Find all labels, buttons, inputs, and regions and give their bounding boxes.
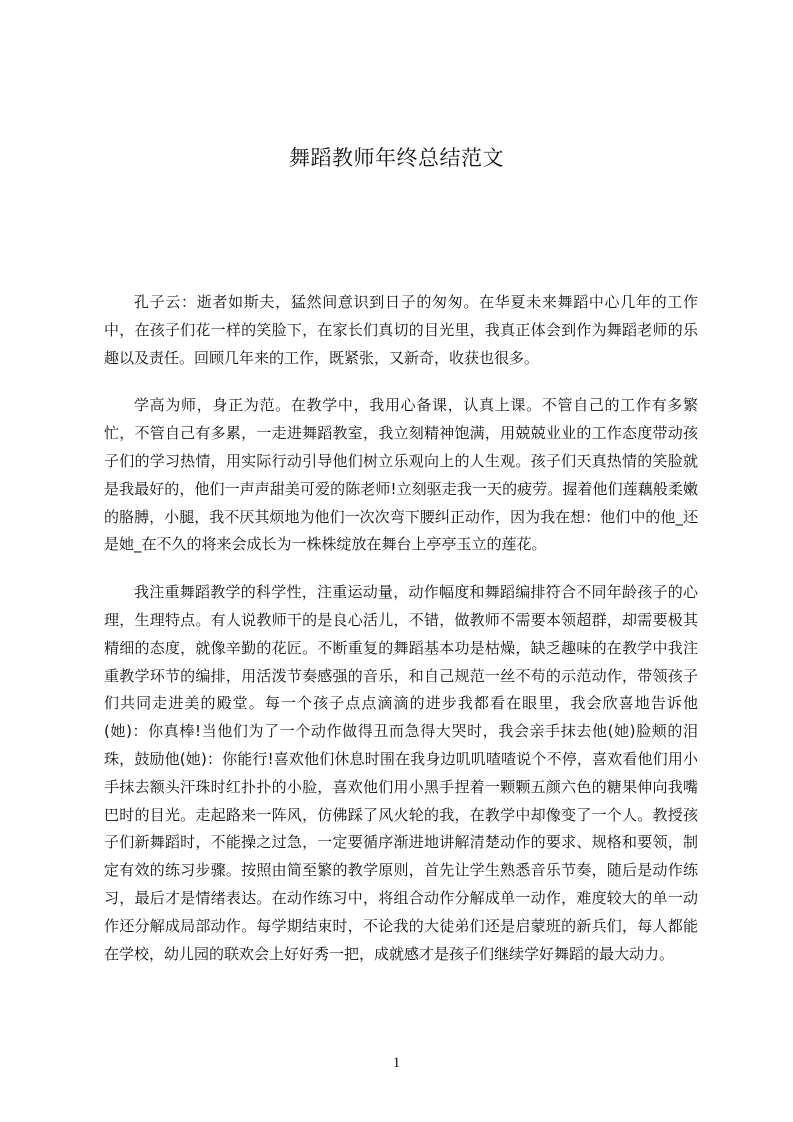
document-body — [104, 289, 698, 988]
document-title: 舞蹈教师年终总结范文 — [289, 146, 504, 170]
paragraph-2: 学高为师，身正为范。在教学中，我用心备课，认真上课。不管自己的工作有多繁忙，不管自己有多累，一走进舞蹈教室，我立刻精神饱满，用兢兢业业的工作态度带动孩子们的学习热情，用实际行动引导他们树立乐观向上的人生观。孩子们天真热情的笑脸就是我最好的，他们一声声甜美可爱的陈老师!立刻驱走我一天的疲劳。握着他们莲藕般柔嫩的胳膊，小腿，我不厌其烦地为他们一次次弯下腰纠正动作，因为我在想：他们中的他_还是她_在不久的将来会成长为一株株绽放在舞台上亭亭玉立的莲花。 — [104, 396, 698, 554]
paragraph-3: 我注重舞蹈教学的科学性，注重运动量，动作幅度和舞蹈编排符合不同年龄孩子的心理，生理特点。有人说教师干的是良心活儿，不错，做教师不需要本领超群，却需要极其精细的态度，就像辛勤的花匠。不断重复的舞蹈基本功是枯燥，缺乏趣味的在教学中我注重教学环节的编排，用活泼节奏感强的音乐，和自己规范一丝不苟的示范动作，带领孩子们共同走进美的殿堂。每一个孩子点点滴滴的进步我都看在眼里，我会欣喜地告诉他(她)：你真棒!当他们为了一个动作做得丑而急得大哭时，我会亲手抹去他(她)脸颊的泪珠，鼓励他(她)：你能行!喜欢他们休息时围在我身边叽叽喳喳说个不停，喜欢看他们用小手抹去额头汗珠时红扑扑的小脸，喜欢他们用小黑手捏着一颗颗五颜六色的糖果伸向我嘴巴时的目光。走起路来一阵风，仿佛踩了风火轮的我，在教学中却像变了一个人。教授孩子们新舞蹈时，不能操之过急，一定要循序渐进地讲解清楚动作的要求、规格和要领，制定有效的练习步骤。按照由简至繁的教学原则，首先让学生熟悉音乐节奏，随后是动作练习，最后才是情绪表达。在动作练习中，将组合动作分解成单一动作，难度较大的单一动作还分解成局部动作。每学期结束时，不论我的大徒弟们还是启蒙班的新兵们，每人都能在学校，幼儿园的联欢会上好好秀一把，成就感才是孩子们继续学好舞蹈的最大动力。 — [104, 583, 698, 963]
paragraph-1: 孔子云：逝者如斯夫，猛然间意识到日子的匆匆。在华夏未来舞蹈中心几年的工作中，在孩子们花一样的笑脸下，在家长们真切的目光里，我真正体会到作为舞蹈老师的乐趣以及责任。回顾几年来的工作，既紧张，又新奇，收获也很多。 — [104, 293, 698, 367]
page-number: 1 — [392, 1055, 401, 1071]
